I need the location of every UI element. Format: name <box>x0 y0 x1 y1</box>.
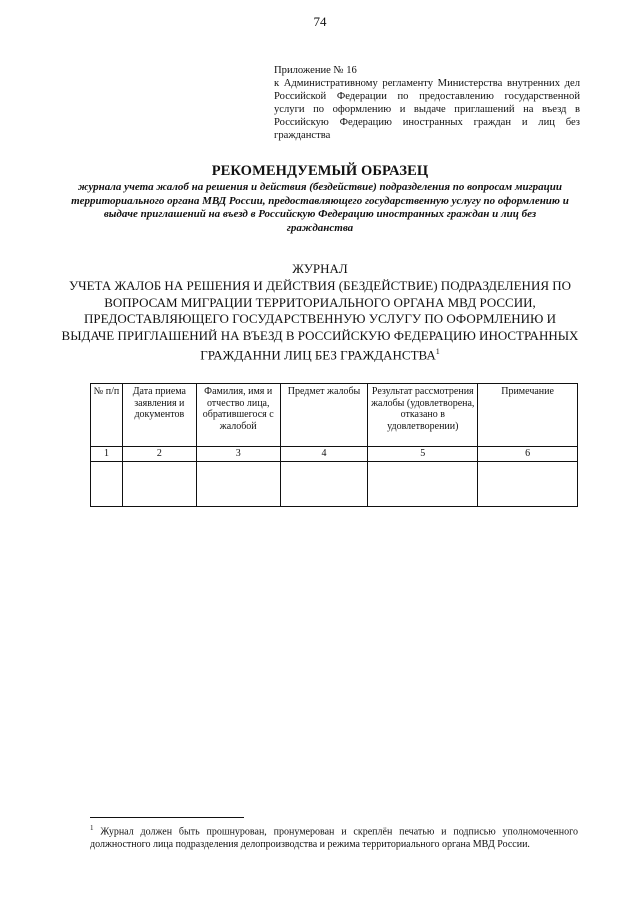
column-header-number: № п/п <box>91 384 123 447</box>
journal-title-text: УЧЕТА ЖАЛОБ НА РЕШЕНИЯ И ДЕЙСТВИЯ (БЕЗДЕЙСТВИЕ) ПОДРАЗДЕЛЕНИЯ ПО ВОПРОСАМ МИГРАЦИИ ТЕРРИТОРИАЛЬНОГО ОРГАНА МВД РОССИИ, ПРЕДОСТАВЛЯЮЩЕГО ГОСУДАРСТВЕННУЮ УСЛУГУ ПО ОФОРМЛЕНИЮ И ВЫДАЧЕ ПРИГЛАШЕНИЙ НА ВЪЕЗД В РОССИЙСКУЮ ФЕДЕРАЦИЮ ИНОСТРАННЫХ ГРАЖДАННИ ЛИЦ БЕЗ ГРАЖДАНСТВА <box>61 278 579 363</box>
page-number: 74 <box>313 14 327 29</box>
journal-title <box>60 278 580 364</box>
footnote-text: Журнал должен быть прошнурован, пронумерован и скреплён печатью и подписью уполномоченного должностного лица подразделения делопроизводства и режима территориального органа МВД России. <box>90 826 578 851</box>
footnote <box>90 822 578 851</box>
table-cell <box>478 461 578 506</box>
document-subheading: журнала учета жалоб на решения и действия (бездействие) подразделения по вопросам миграции территориального органа МВД России, предоставляющего государственную услугу по оформлению и выдаче приглашений на въезд в Российскую Федерацию иностранных граждан и лиц без гражданства <box>71 181 569 234</box>
column-number-row <box>91 447 578 462</box>
table-cell <box>91 461 123 506</box>
journal-footnote-mark: 1 <box>435 347 440 357</box>
column-number: 3 <box>196 447 280 462</box>
column-number: 1 <box>91 447 123 462</box>
column-number: 2 <box>122 447 196 462</box>
column-header-subject: Предмет жалобы <box>280 384 368 447</box>
appendix-text: к Административному регламенту Министерства внутренних дел Российской Федерации по предоставлению государственной услуги по оформлению и выдаче приглашений на въезд в Российскую Федерацию иностранных граждан и лиц без гражданства <box>274 78 580 141</box>
appendix-number: Приложение № 16 <box>274 65 357 76</box>
column-header-date: Дата приема заявления и документов <box>122 384 196 447</box>
journal-table <box>90 383 578 507</box>
document-heading: РЕКОМЕНДУЕМЫЙ ОБРАЗЕЦ <box>211 163 429 179</box>
column-number: 6 <box>478 447 578 462</box>
column-header-note: Примечание <box>478 384 578 447</box>
appendix-block <box>274 64 580 142</box>
column-header-result: Результат рассмотрения жалобы (удовлетворена, отказано в удовлетворении) <box>368 384 478 447</box>
table-header-row <box>91 384 578 447</box>
footnote-mark: 1 <box>90 824 94 832</box>
column-header-name: Фамилия, имя и отчество лица, обратившегося с жалобой <box>196 384 280 447</box>
table-row <box>91 461 578 506</box>
table-cell <box>122 461 196 506</box>
table-cell <box>196 461 280 506</box>
journal-label: ЖУРНАЛ <box>292 261 348 276</box>
column-number: 5 <box>368 447 478 462</box>
table-cell <box>280 461 368 506</box>
footnote-divider <box>90 817 244 818</box>
table-cell <box>368 461 478 506</box>
column-number: 4 <box>280 447 368 462</box>
